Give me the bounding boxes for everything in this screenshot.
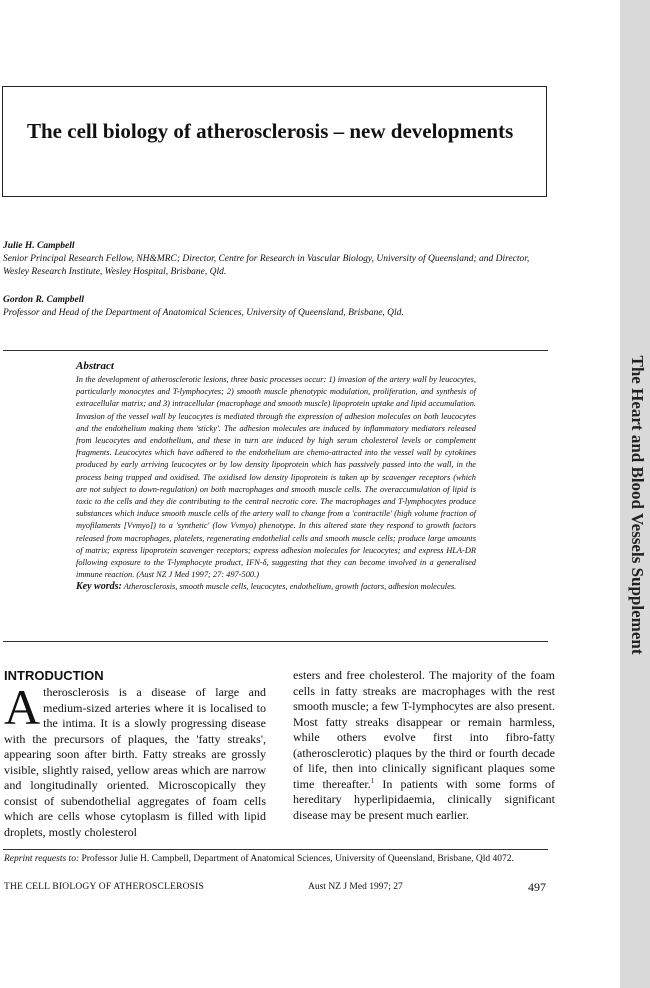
author-name: Gordon R. Campbell: [3, 295, 85, 305]
introduction-continued: [293, 668, 555, 823]
introduction-text: therosclerosis is a disease of large and medium-sized arteries where it is localised to the intima. It is a slowly progressing disease with the precursors of plaques, the 'fatty streaks', appearing soon after birth. Fatty streaks are grossly visible, slightly raised, yellow areas which are narrow and longitudinally oriented. Microscopically they consist of subendothelial aggregates of foam cells which are cells whose cytoplasm is filled with lipid droplets, mostly cholesterol: [4, 685, 266, 839]
drop-cap: A: [4, 679, 41, 735]
body-column-1: [4, 668, 266, 840]
introduction-heading: INTRODUCTION: [4, 668, 104, 683]
reprint-label: Reprint requests to:: [4, 854, 80, 864]
reference-marker: 1: [370, 776, 375, 785]
page-number: 497: [528, 880, 546, 894]
footnote-rule: [3, 849, 548, 850]
journal-citation: Aust NZ J Med 1997; 27: [308, 882, 403, 892]
abstract-body: In the development of atherosclerotic lesions, three basic processes occur: 1) invasion of the artery wall by leucocytes, particularly monocytes and T-lymphocytes; 2) smooth muscle phenotypic modulation, proliferation, and synthesis of extracellular matrix; and 3) intracellular (macrophage and smooth muscle) lipoprotein uptake and lipid accumulation. Invasion of the vessel wall by leucocytes is mediated through the expression of adhesion molecules on both leucocytes and the endothelium making them 'sticky'. The adhesion molecules are induced by inflammatory mediators released from leucocytes and endothelium, and these in turn are induced by high serum cholesterol levels or complement fragments. Leucocytes which have adhered to the endothelium are chemo-attracted into the vessel wall by cytokines produced by early arriving leucocytes or by low density lipoprotein which has passively passed into the wall, in the process being trapped and oxidised. The oxidised low density lipoprotein is taken up by scavenger receptors (which are not subject to down-regulation) on both macrophages and smooth muscle cells. The overaccumulation of lipid is toxic to the cells and they die contributing to the central necrotic core. The macrophages and T-lymphocytes produce substances which induce smooth muscle cells of the artery wall to change from a 'contractile' (high volume fraction of myofilaments [Vvmyo]) to a 'synthetic' (low Vvmyo) phenotype. In this altered state they respond to growth factors released from macrophages, platelets, regenerating endothelial cells and smooth muscle cells; produce large amounts of matrix; express lipoprotein scavenger receptors; express adhesion molecules for leucocytes; and express HLA-DR following exposure to the T-lymphocyte product, IFN-δ, suggesting that they can become involved in a generalised immune reaction. (Aust NZ J Med 1997; 27: 497-500.): [76, 375, 476, 580]
introduction-text-b: In patients with some forms of hereditary hyperlipidaemia, clinically significant disease may be present much earlier.: [293, 776, 555, 822]
abstract: [76, 360, 476, 594]
introduction-paragraph: [4, 679, 266, 840]
author-affiliation: Professor and Head of the Department of Anatomical Sciences, University of Queensland, Brisbane, Qld.: [3, 308, 404, 318]
keywords-label: Key words:: [76, 581, 122, 593]
author-block-1: [3, 240, 549, 279]
reprint-text: Professor Julie H. Campbell, Department of Anatomical Sciences, University of Queensland, Brisbane, Qld 4072.: [79, 854, 514, 864]
abstract-heading: Abstract: [76, 360, 114, 372]
reprint-request: [4, 853, 549, 866]
supplement-sidebar-label: The Heart and Blood Vessels Supplement: [628, 355, 647, 655]
article-title: The cell biology of atherosclerosis – new developments: [27, 119, 514, 143]
author-block-2: [3, 294, 549, 320]
keywords-text: Atherosclerosis, smooth muscle cells, leucocytes, endothelium, growth factors, adhesion molecules.: [123, 582, 457, 592]
abstract-top-rule: [3, 350, 548, 351]
keywords: [76, 581, 476, 593]
author-name: Julie H. Campbell: [3, 241, 75, 251]
body-column-2: [293, 668, 555, 823]
introduction-text-a: esters and free cholesterol. The majority of the foam cells in fatty streaks are macrophages with the rest smooth muscle; a few T-lymphocytes are also present. Most fatty streaks disappear or remain harmless, while others evolve first into fibro-fatty (atherosclerotic) plaques by the third or fourth decade of life, then into clinically significant plaques some time thereafter.: [293, 668, 555, 791]
abstract-bottom-rule: [3, 641, 548, 642]
running-title: THE CELL BIOLOGY OF ATHEROSCLEROSIS: [4, 882, 204, 892]
title-box: [2, 86, 547, 197]
author-affiliation: Senior Principal Research Fellow, NH&MRC; Director, Centre for Research in Vascular Biology, University of Queensland; and Director, Wesley Research Institute, Wesley Hospital, Brisbane, Qld.: [3, 254, 530, 277]
